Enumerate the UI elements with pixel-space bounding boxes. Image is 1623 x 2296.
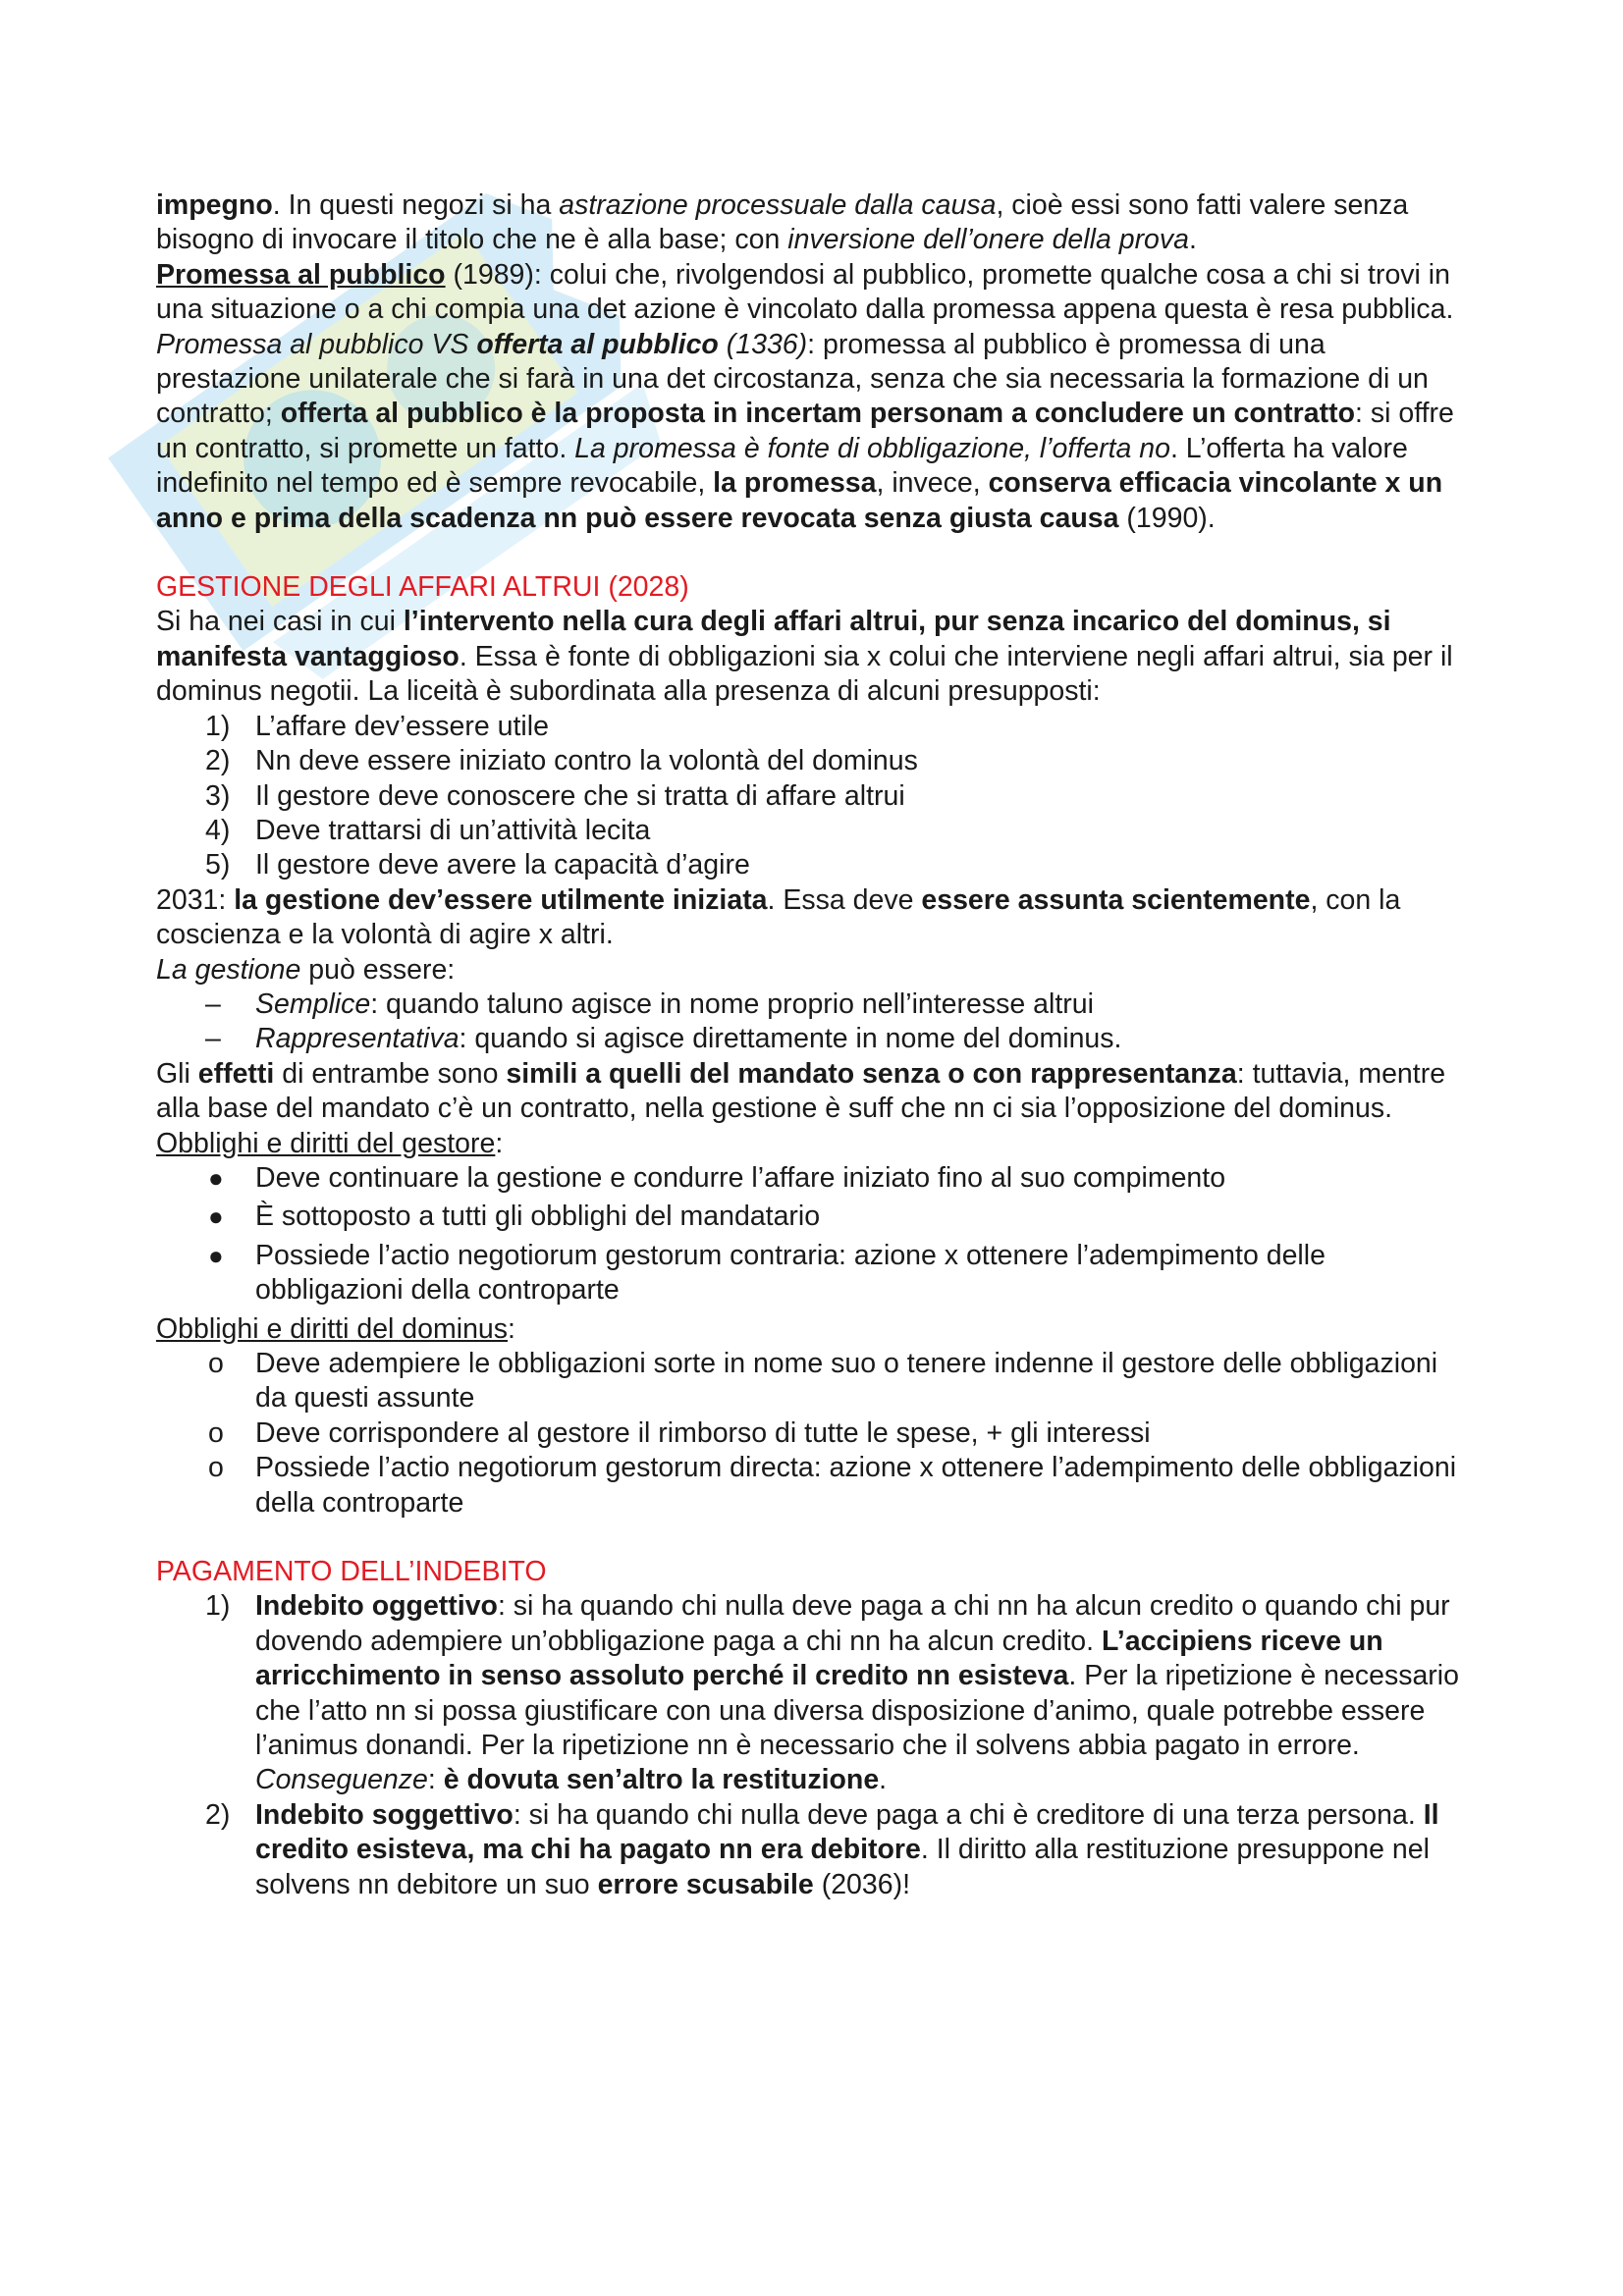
- document-page: [156, 188, 1472, 1902]
- list-item: 2) Nn deve essere iniziato contro la volontà del dominus: [205, 745, 918, 777]
- list-item: 2) Indebito soggettivo: si ha quando chi nulla deve paga a chi è creditore di una terza persona. Il credito esisteva, ma chi ha pagato nn era debitore. Il diritto alla restituzione presuppone nel solvens nn debitore un suo errore scusabile (2036)!: [205, 1798, 1439, 1900]
- conseguenze-line: Conseguenze: è dovuta sen’altro la restituzione.: [255, 1764, 888, 1796]
- section-heading-gestione: GESTIONE DEGLI AFFARI ALTRUI (2028): [156, 571, 689, 604]
- paragraph-impegno: impegno. In questi negozi si ha astrazione processuale dalla causa, cioè essi sono fatti valere senza bisogno di invocare il titolo che ne è alla base; con inversione dell’onere della prova.: [156, 189, 1409, 256]
- list-item: 3) Il gestore deve conoscere che si tratta di affare altrui: [205, 779, 905, 812]
- paragraph-gestione-intro: Si ha nei casi in cui l’intervento nella cura degli affari altrui, pur senza incarico del dominus, si manifesta vantaggioso. Essa è fonte di obbligazioni sia x colui che interviene negli affari altrui, sia per il dominus negotii. La liceità è subordinata alla presenza di alcuni presupposti:: [156, 606, 1453, 708]
- list-item: 4) Deve trattarsi di un’attività lecita: [205, 814, 651, 846]
- list-item: o Deve corrispondere al gestore il rimborso di tutte le spese, + gli interessi: [208, 1416, 1151, 1449]
- presupposti-list: [156, 710, 1472, 883]
- paragraph-tipi-intro: La gestione può essere:: [156, 953, 456, 986]
- indebito-list: [156, 1589, 1472, 1902]
- list-item: ● Possiede l’actio negotiorum gestorum contraria: azione x ottenere l’adempimento delle obbligazioni della controparte: [208, 1239, 1325, 1307]
- list-item: ● Deve continuare la gestione e condurre l’affare iniziato fino al suo compimento: [208, 1161, 1226, 1194]
- paragraph-promessa-vs-offerta: Promessa al pubblico VS offerta al pubblico (1336): promessa al pubblico è promessa di una prestazione unilaterale che si farà in una det circostanza, senza che sia necessaria la formazione di un contratto; offerta al pubblico è la proposta in incertam personam a concludere un contratto: si offre un contratto, si promette un fatto. La promessa è fonte di obbligazione, l’offerta no. L’offerta ha valore indefinito nel tempo ed è sempre revocabile, la promessa, invece, conserva efficacia vincolante x un anno e prima della scadenza nn può essere revocata senza giusta causa (1990).: [156, 328, 1454, 534]
- list-item: o Deve adempiere le obbligazioni sorte in nome suo o tenere indenne il gestore delle obbligazioni da questi assunte: [208, 1348, 1438, 1415]
- paragraph-effetti: Gli effetti di entrambe sono simili a quelli del mandato senza o con rappresentanza: tuttavia, mentre alla base del mandato c’è un contratto, nella gestione è suff che nn ci sia l’opposizione del dominus.: [156, 1057, 1446, 1125]
- list-item: 5) Il gestore deve avere la capacità d’agire: [205, 849, 750, 881]
- list-item: – Semplice: quando taluno agisce in nome proprio nell’interesse altrui: [205, 988, 1094, 1020]
- term-promessa-al-pubblico: Promessa al pubblico: [156, 258, 446, 291]
- list-item: 1) L’affare dev’essere utile: [205, 710, 549, 742]
- dominus-list: [156, 1347, 1472, 1521]
- subheading-dominus: Obblighi e diritti del dominus:: [156, 1312, 515, 1345]
- list-item: – Rappresentativa: quando si agisce direttamente in nome del dominus.: [205, 1023, 1122, 1055]
- paragraph-art-2031: 2031: la gestione dev’essere utilmente iniziata. Essa deve essere assunta scientemente, con la coscienza e la volontà di agire x altri.: [156, 883, 1401, 951]
- tipi-gestione-list: [156, 988, 1472, 1057]
- subheading-gestore: Obblighi e diritti del gestore:: [156, 1127, 504, 1159]
- list-item: ● È sottoposto a tutti gli obblighi del mandatario: [208, 1201, 821, 1233]
- paragraph-promessa-pubblico: Promessa al pubblico (1989): colui che, rivolgendosi al pubblico, promette qualche cosa a chi si trovi in una situazione o a chi compia una det azione è vincolato dalla promessa appena questa è resa pubblica.: [156, 258, 1454, 326]
- list-item: 1) Indebito oggettivo: si ha quando chi nulla deve paga a chi nn ha alcun credito o quando chi pur dovendo adempiere un’obbligazione paga a chi nn ha alcun credito. L’accipiens riceve un arricchimento in senso assoluto perché il credito nn esisteva. Per la ripetizione è necessario che l’atto nn si possa giustificare con una diversa disposizione d’animo, quale potrebbe essere l’animus donandi. Per la ripetizione nn è necessario che il solvens abbia pagato in errore. Conseguenze: è dovuta sen’altro la restituzione.: [156, 1589, 1472, 1797]
- section-heading-indebito: PAGAMENTO DELL’INDEBITO: [156, 1556, 547, 1588]
- gestore-list: [156, 1161, 1472, 1308]
- list-item: o Possiede l’actio negotiorum gestorum directa: azione x ottenere l’adempimento delle obbligazioni della controparte: [208, 1452, 1457, 1519]
